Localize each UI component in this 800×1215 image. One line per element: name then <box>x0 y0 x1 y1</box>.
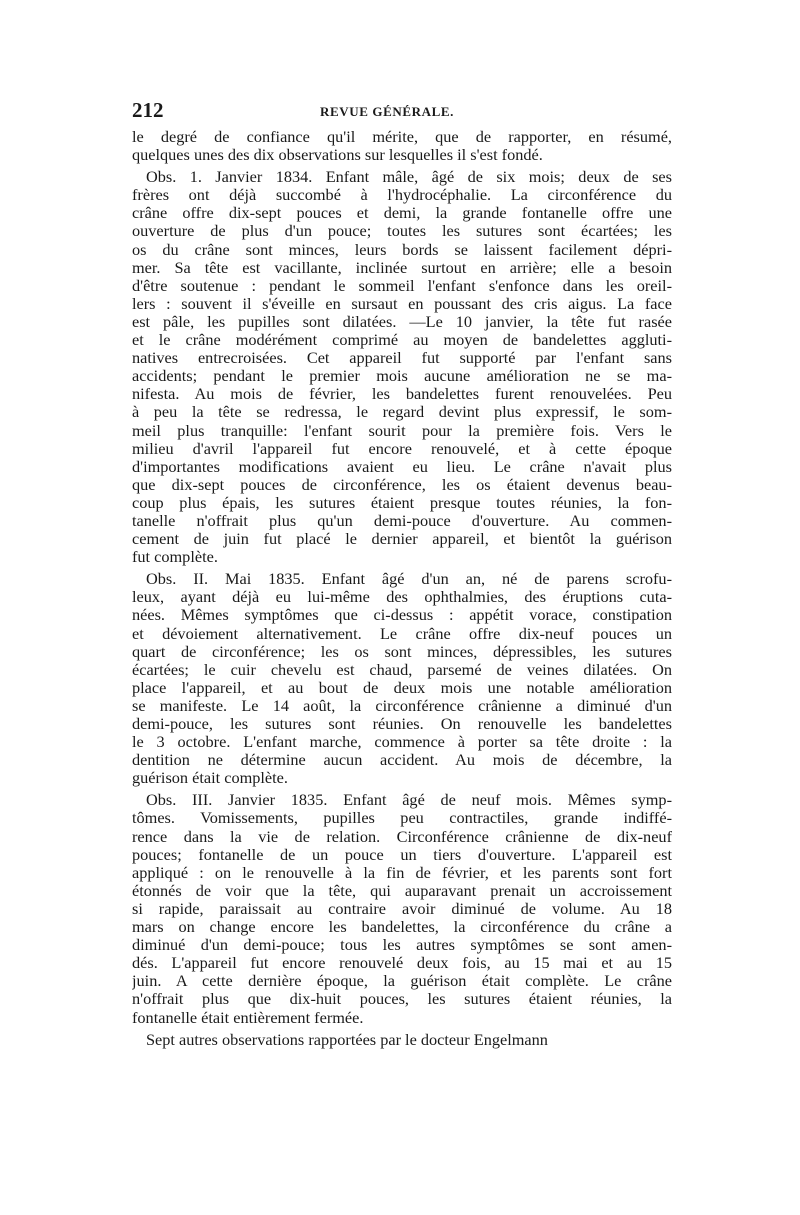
text-line: Obs. III. Janvier 1835. Enfant âgé de neuf mois. Mêmes symp- <box>146 791 672 810</box>
text-line: place l'appareil, et au bout de deux mois une notable amélioration <box>132 678 672 697</box>
paragraph-obs3 <box>132 791 672 1026</box>
text-line: lers : souvent il s'éveille en sursaut en poussant des cris aigus. La face <box>132 294 672 313</box>
text-line: cement de juin fut placé le dernier appareil, et bientôt la guérison <box>132 530 672 549</box>
text-line: à peu la tête se redressa, le regard devint plus expressif, le som- <box>132 403 672 422</box>
text-line: le 3 octobre. L'enfant marche, commence à porter sa tête droite : la <box>132 733 672 752</box>
text-line: mer. Sa tête est vacillante, inclinée surtout en arrière; elle a besoin <box>132 258 672 277</box>
text-line: étonnés de voir que la tête, qui auparavant prenait un accroissement <box>132 881 672 900</box>
text-line: crâne offre dix-sept pouces et demi, la grande fontanelle offre une <box>132 204 672 223</box>
text-line: que dix-sept pouces de circonférence, les os étaient devenus beau- <box>132 475 672 494</box>
text-line: n'offrait plus que dix-huit pouces, les sutures étaient réunies, la <box>132 990 672 1009</box>
text-line: juin. A cette dernière époque, la guérison était complète. Le crâne <box>132 972 672 991</box>
text-line: et dévoiement alternativement. Le crâne offre dix-neuf pouces un <box>132 624 672 643</box>
text-line: demi-pouce, les sutures sont réunies. On renouvelle les bandelettes <box>132 715 672 733</box>
text-line: nifesta. Au mois de février, les bandelettes furent renouvelées. Peu <box>132 385 672 404</box>
text-line: Obs. 1. Janvier 1834. Enfant mâle, âgé de six mois; deux de ses <box>146 168 672 187</box>
text-line: si rapide, paraissait au contraire avoir diminué de volume. Au 18 <box>132 899 672 918</box>
text-line: d'être soutenue : pendant le sommeil l'enfant s'enfonce dans les oreil- <box>132 276 672 295</box>
text-line: Sept autres observations rapportées par le docteur Engelmann <box>146 1030 548 1049</box>
text-line: le degré de confiance qu'il mérite, que de rapporter, en résumé, <box>132 128 672 146</box>
text-line: fontanelle était entièrement fermée. <box>132 1008 364 1027</box>
text-line: guérison était complète. <box>132 769 288 788</box>
text-line: quelques unes des dix observations sur lesquelles il s'est fondé. <box>132 146 543 165</box>
text-line: et le crâne modérément comprimé au moyen de bandelettes aggluti- <box>132 331 672 350</box>
text-line: rence dans la vie de relation. Circonférence crânienne de dix-neuf <box>132 827 672 846</box>
text-line: Obs. II. Mai 1835. Enfant âgé d'un an, né de parens scrofu- <box>146 570 672 589</box>
text-line: accidents; pendant le premier mois aucune amélioration ne se ma- <box>132 367 672 386</box>
text-line: dés. L'appareil fut encore renouvelé deux fois, au 15 mai et au 15 <box>132 954 672 973</box>
paragraph-obs1 <box>132 168 672 566</box>
text-line: milieu d'avril l'appareil fut encore renouvelé, et à cette époque <box>132 439 672 458</box>
text-line: dentition ne détermine aucun accident. Au mois de décembre, la <box>132 751 672 770</box>
text-line: meil plus tranquille: l'enfant sourit pour la première fois. Vers le <box>132 421 672 440</box>
text-line: est pâle, les pupilles sont dilatées. —Le 10 janvier, la tête fut rasée <box>132 312 672 331</box>
text-line: fut complète. <box>132 548 218 567</box>
text-line: mars on change encore les bandelettes, la circonférence du crâne a <box>132 918 672 937</box>
text-line: appliqué : on le renouvelle à la fin de février, et les parents sont fort <box>132 863 672 882</box>
text-line: se manifeste. Le 14 août, la circonférence crânienne a diminué d'un <box>132 696 672 715</box>
text-line: écartées; le cuir chevelu est chaud, parsemé de veines dilatées. On <box>132 660 672 679</box>
text-line: os du crâne sont minces, leurs bords se laissent facilement dépri- <box>132 240 672 259</box>
text-line: coup plus épais, les sutures étaient presque toutes réunies, la fon- <box>132 493 672 512</box>
text-line: natives entrecroisées. Cet appareil fut supporté par l'enfant sans <box>132 349 672 368</box>
running-title: REVUE GÉNÉRALE. <box>320 104 454 119</box>
text-line: leux, ayant déjà eu lui-même des ophthalmies, des éruptions cuta- <box>132 588 672 607</box>
text-line: d'importantes modifications avaient eu lieu. Le crâne n'avait plus <box>132 457 672 476</box>
text-line: quart de circonférence; les os sont minces, dépressibles, les sutures <box>132 642 672 661</box>
text-line: frères ont déjà succombé à l'hydrocéphalie. La circonférence du <box>132 186 672 205</box>
text-line: ouverture de plus d'un pouce; toutes les sutures sont écartées; les <box>132 222 672 241</box>
page-number: 212 <box>132 98 164 122</box>
text-line: tanelle n'offrait plus qu'un demi-pouce d'ouverture. Au commen- <box>132 511 672 530</box>
text-line: nées. Mêmes symptômes que ci-dessus : appétit vorace, constipation <box>132 606 672 625</box>
text-line: diminué d'un demi-pouce; tous les autres symptômes se sont amen- <box>132 936 672 955</box>
body-text <box>132 128 672 1049</box>
text-line: pouces; fontanelle de un pouce un tiers d'ouverture. L'appareil est <box>132 845 672 864</box>
text-line: tômes. Vomissements, pupilles peu contractiles, grande indiffé- <box>132 809 672 828</box>
paragraph-p5 <box>132 1031 672 1049</box>
page-header <box>132 98 672 128</box>
paragraph-p1 <box>132 128 672 164</box>
paragraph-obs2 <box>132 570 672 787</box>
